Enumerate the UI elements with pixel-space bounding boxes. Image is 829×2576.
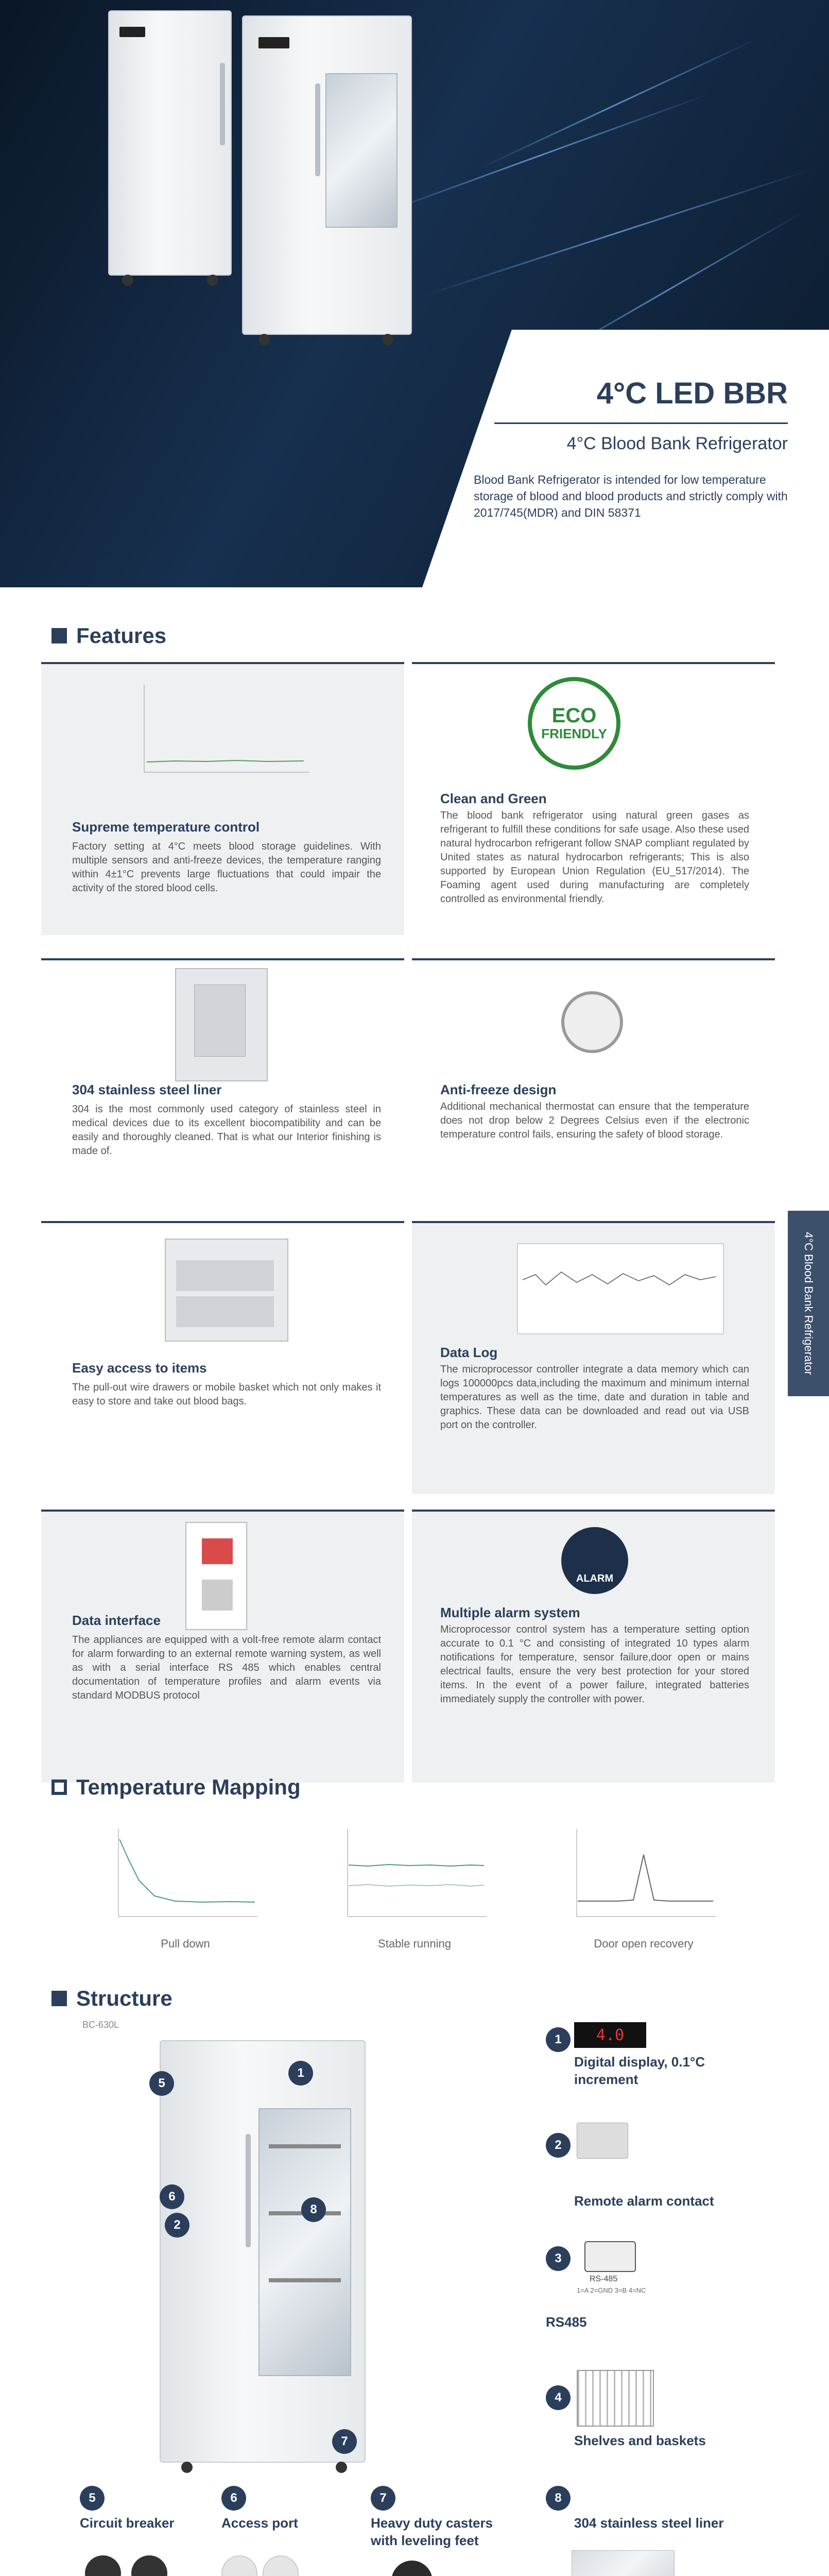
feature-text: The blood bank refrigerator using natural green gases as refrigerant to fulfill these conditions for safe usage. Also these used natural hydrocarbon refrigerant follow SNAP compliant regulated by United states as natural hydrocarbon refrigerants; This is also supported by European Union Regulation (EU_517/2014). The Foaming agent used during manufacturing are completely controlled as environmental friendly. [440, 810, 749, 905]
feature-title: Clean and Green [440, 791, 547, 806]
refrigerator-image-large [242, 15, 412, 335]
structure-refrigerator-image [160, 2040, 366, 2463]
feature-text: 304 is the most commonly used category of stainless steel in medical devices due to its excellent biocompatibility and can be easily and thoroughly cleaned. That is what our Interior finishing is made of. [72, 1104, 381, 1157]
section-square-icon [51, 1991, 67, 2006]
structure-title: Structure [51, 1986, 172, 2011]
feature-title: Anti-freeze design [440, 1082, 557, 1097]
feature-text: Microprocessor control system has a temperature setting option accurate to 0.1 °C and consisting of integrated 10 types alarm notifications for temperature, sensor failure,door open or mains electrical faults, ensure the very best protection for your stored items. In the event of a power failure, integrated batteries immediately supply the controller with power. [440, 1624, 749, 1705]
caster-image [391, 2561, 433, 2576]
interface-image [185, 1522, 247, 1630]
hero-description: Blood Bank Refrigerator is intended for low temperature storage of blood and blood products and strictly comply with 2017/745(MDR) and DIN 58371 [474, 473, 788, 519]
structure-model-label: BC-630L [82, 2020, 119, 2030]
callout-2: 2 [165, 2213, 189, 2238]
callout-1: 1 [288, 2061, 313, 2086]
callout-4: 4 [546, 2385, 571, 2410]
data-log-chart-icon [412, 1223, 775, 1354]
liner-detail-image [572, 2550, 675, 2576]
callout-5: 5 [80, 2486, 105, 2511]
structure-label: Digital display, 0.1°C increment [574, 2054, 705, 2087]
feature-text: The appliances are equipped with a volt-free remote alarm contact for alarm forwarding to an external remote warning system, as well as with a serial interface RS 485 which enables central documentation of temperature profiles and alarm events via standard MODBUS protocol [72, 1634, 381, 1701]
rs485-pins: 1=A 2=GND 3=B 4=NC [577, 2286, 646, 2294]
callout-2: 2 [546, 2133, 571, 2158]
feature-title: Supreme temperature control [72, 819, 260, 835]
feature-card-temperature-control [41, 662, 404, 935]
structure-label: Remote alarm contact [574, 2193, 714, 2209]
mapping-caption: Door open recovery [594, 1937, 694, 1950]
structure-label: 304 stainless steel liner [574, 2515, 724, 2531]
feature-title: Data interface [72, 1613, 161, 1628]
refrigerator-image-small [108, 10, 232, 276]
feature-text: Factory setting at 4°C meets blood storage guidelines. With multiple sensors and anti-freeze devices, the temperature ranging within 4±1°C prevents large fluctuations that could impair the activity of the stored blood cells. [72, 841, 381, 894]
callout-5: 5 [149, 2071, 174, 2096]
feature-card-alarm-system [412, 1510, 775, 1783]
mapping-chart-stable [337, 1824, 492, 1927]
callout-6: 6 [160, 2184, 184, 2209]
feature-title: Multiple alarm system [440, 1605, 580, 1620]
hero-divider [494, 422, 788, 424]
structure-label: Circuit breaker [80, 2515, 175, 2531]
features-title: Features [51, 623, 166, 648]
feature-card-clean-green [412, 662, 775, 935]
callout-1: 1 [546, 2027, 571, 2052]
structure-label: RS485 [546, 2314, 587, 2330]
mapping-chart-door-open [566, 1824, 721, 1927]
temperature-chart-icon [41, 664, 404, 795]
hero-subtitle: 4°C Blood Bank Refrigerator [566, 434, 788, 453]
mapping-caption: Stable running [378, 1937, 451, 1950]
callout-6: 6 [221, 2486, 246, 2511]
structure-label: Heavy duty casters with leveling feet [371, 2515, 493, 2548]
feature-text: The pull-out wire drawers or mobile basket which not only makes it easy to store and take out blood bags. [72, 1382, 381, 1407]
side-tab-upper: 4°C Blood Bank Refrigerator [788, 1211, 829, 1396]
thermostat-icon [561, 991, 623, 1053]
feature-title: Data Log [440, 1345, 498, 1360]
callout-8: 8 [301, 2197, 326, 2222]
feature-text: The microprocessor controller integrate a data memory which can logs 100000pcs data,including the maximum and minimum internal temperatures as well as the time, date and duration in table and graphics. These data can be downloaded and read out via USB port on the controller. [440, 1364, 749, 1431]
feature-card-data-log [412, 1221, 775, 1494]
drawer-image [165, 1239, 288, 1342]
feature-title: 304 stainless steel liner [72, 1082, 222, 1097]
section-square-icon [51, 628, 67, 643]
feature-card-data-interface [41, 1510, 404, 1783]
alarm-icon: ALARM [561, 1527, 628, 1594]
callout-8: 8 [546, 2486, 571, 2511]
rs485-label: RS-485 [590, 2275, 618, 2283]
structure-label: Shelves and baskets [574, 2433, 706, 2448]
feature-card-stainless-liner [41, 958, 404, 1231]
remote-alarm-contact-image [577, 2123, 628, 2159]
callout-3: 3 [546, 2246, 571, 2271]
section-square-icon [51, 1780, 67, 1795]
feature-card-easy-access [41, 1221, 404, 1494]
rs485-port-image [584, 2241, 636, 2272]
hero-title: 4°C LED BBR [596, 377, 788, 410]
feature-title: Easy access to items [72, 1360, 207, 1376]
shelves-image [577, 2370, 654, 2427]
callout-7: 7 [371, 2486, 395, 2511]
feature-text: Additional mechanical thermostat can ensure that the temperature does not drop below 2 Degrees Celsius even if the electronic temperature control fails, ensuring the safety of blood storage. [440, 1101, 749, 1140]
digital-display-image: 4.0 [574, 2022, 646, 2048]
structure-label: Access port [221, 2515, 298, 2531]
liner-image [175, 968, 268, 1081]
mapping-chart-pulldown [108, 1824, 263, 1927]
access-port-image [221, 2555, 309, 2576]
circuit-breaker-image [85, 2555, 172, 2576]
mapping-caption: Pull down [161, 1937, 210, 1950]
temperature-mapping-title: Temperature Mapping [51, 1775, 301, 1800]
feature-card-anti-freeze [412, 958, 775, 1231]
callout-7: 7 [332, 2429, 357, 2454]
eco-friendly-logo: ECO FRIENDLY [528, 677, 620, 770]
